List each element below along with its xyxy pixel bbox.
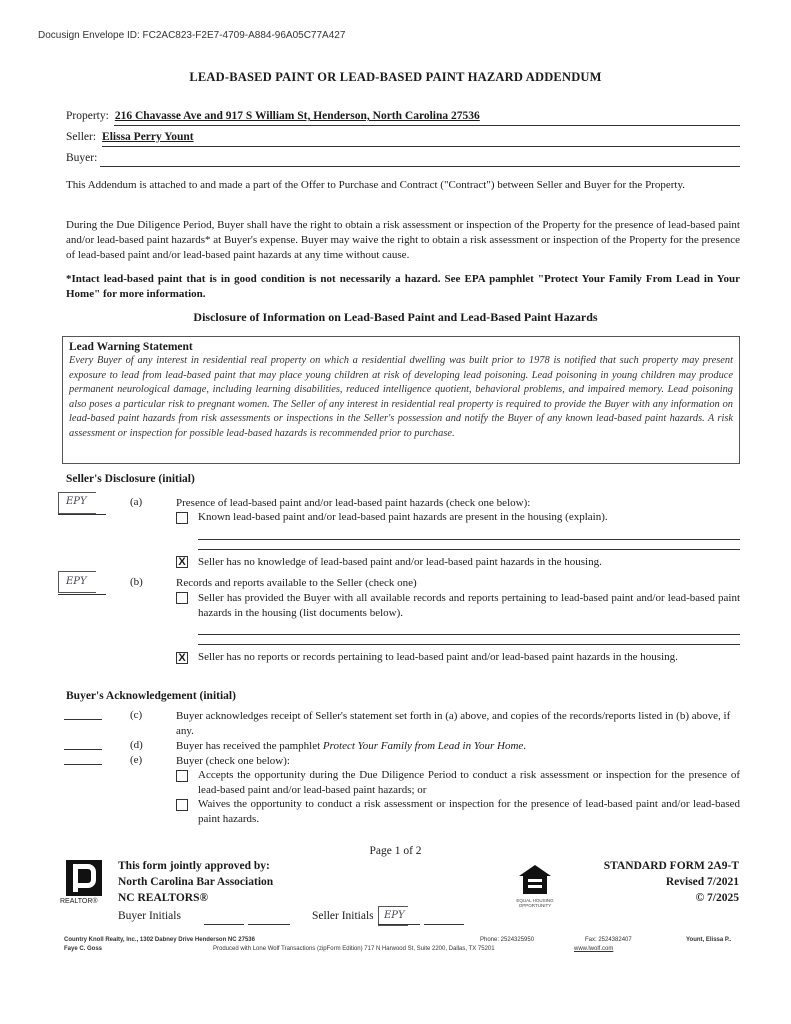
item-d-label: (d) xyxy=(130,739,143,751)
agency-address: Country Knoll Realty, Inc., 1302 Dabney Drive Henderson NC 27536 xyxy=(64,937,255,943)
property-field xyxy=(66,110,480,122)
buyer-initials-label: Buyer Initials xyxy=(118,910,181,922)
buyer-field xyxy=(66,152,103,164)
b-opt1-checkbox[interactable] xyxy=(176,592,188,604)
disclosure-title: Disclosure of Information on Lead-Based Paint and Lead-Based Paint Hazards xyxy=(193,310,598,324)
buyer-initials-line-2[interactable] xyxy=(248,924,290,925)
a-opt2-checkbox[interactable]: X xyxy=(176,556,188,568)
seller-field xyxy=(66,131,194,143)
agent-name: Faye C. Goss xyxy=(64,946,103,952)
initials-line-a xyxy=(58,514,106,515)
item-c-text: Buyer acknowledges receipt of Seller's statement set forth in (a) above, and copies of the records/reports listed in (b) above, if any. xyxy=(176,710,731,737)
item-a-text: Presence of lead-based paint and/or lead-based paint hazards (check one below): xyxy=(176,497,531,509)
copyright-date: © 7/2025 xyxy=(695,892,739,904)
seller-initials-b[interactable]: EPY xyxy=(66,576,87,587)
initials-line-d[interactable] xyxy=(64,749,102,750)
property-label: Property: xyxy=(66,110,109,122)
b-opt1-text: Seller has provided the Buyer with all available records and reports pertaining to lead-based paint and/or lead-based paint hazards in the housing (list documents below). xyxy=(198,592,740,619)
item-b-label: (b) xyxy=(130,576,143,588)
buyer-ack-heading: Buyer's Acknowledgement (initial) xyxy=(66,690,236,702)
b-list-rule xyxy=(198,634,740,635)
seller-initials-a[interactable]: EPY xyxy=(66,496,87,507)
a-opt1-text: Known lead-based paint and/or lead-based paint hazards are present in the housing (explain). xyxy=(198,511,608,523)
page-number: Page 1 of 2 xyxy=(369,845,422,857)
b-opt2-checkbox[interactable]: X xyxy=(176,652,188,664)
item-d-pamphlet: Protect Your Family from Lead in Your Home xyxy=(322,740,524,752)
e-opt1-checkbox[interactable] xyxy=(176,770,188,782)
e-opt2-checkbox[interactable] xyxy=(176,799,188,811)
a-opt2-text: Seller has no knowledge of lead-based paint and/or lead-based paint hazards in the housing. xyxy=(198,556,602,568)
seller-rule xyxy=(102,146,740,147)
buyer-label: Buyer: xyxy=(66,152,98,164)
item-d-text-post: . xyxy=(523,740,527,752)
item-e-label: (e) xyxy=(130,754,143,766)
seller-value[interactable]: Elissa Perry Yount xyxy=(102,131,194,143)
seller-initials-line-2 xyxy=(424,924,464,925)
item-d-text-pre: Buyer has received the pamphlet xyxy=(176,740,323,752)
item-c-label: (c) xyxy=(130,709,143,721)
e-opt1-text: Accepts the opportunity during the Due Diligence Period to conduct a risk assessment or inspection for the presence of lead-based paint and/or lead-based paint hazards; or xyxy=(198,769,740,796)
property-value[interactable]: 216 Chavasse Ave and 917 S William St, Henderson, North Carolina 27536 xyxy=(114,110,480,122)
b-opt2-text: Seller has no reports or records pertaining to lead-based paint and/or lead-based paint hazards in the housing. xyxy=(198,651,678,663)
realtor-logo-icon xyxy=(66,860,102,896)
produced-with: Produced with Lone Wolf Transactions (zipForm Edition) 717 N Harwood St, Suite 2200, Dallas, TX 75201 xyxy=(213,946,495,952)
addendum-paragraph: This Addendum is attached to and made a part of the Offer to Purchase and Contract ("Contract") between Seller and Buyer for the Property. xyxy=(66,179,685,191)
lead-warning-heading: Lead Warning Statement xyxy=(69,341,193,353)
realtor-tag: REALTOR® xyxy=(60,898,98,905)
client-name: Yount, Elissa P.. xyxy=(686,937,732,943)
a-opt1-checkbox[interactable] xyxy=(176,512,188,524)
item-b-text: Records and reports available to the Seller (check one) xyxy=(176,577,417,589)
lead-warning-body: Every Buyer of any interest in residential real property on which a residential dwelling was built prior to 1978 is notified that such property may present exposure to lead from lead-based paint that may place young children at risk of developing lead poisoning. Lead poisoning in young children may produce permanent neurological damage, including learning disabilities, reduced intelligence quotient, behavioral problems, and impaired memory. Lead poisoning also poses a particular risk to pregnant women. The Seller of any interest in residential real property is required to provide the Buyer with any information on lead-based paint hazards from risk assessments or inspections in the Seller's possession and notify the Buyer of any known lead-based paint hazards. A risk assessment or inspection for possible lead-based hazards is recommended prior to purchase. xyxy=(69,355,733,439)
form-title: LEAD-BASED PAINT OR LEAD-BASED PAINT HAZARD ADDENDUM xyxy=(189,70,602,84)
seller-initials-label: Seller Initials xyxy=(312,910,374,922)
agency-fax: Fax: 2524382407 xyxy=(585,937,632,943)
approved-line-2: North Carolina Bar Association xyxy=(118,876,274,888)
approved-line-1: This form jointly approved by: xyxy=(118,860,270,872)
lead-warning-box xyxy=(62,336,740,464)
equal-housing-icon xyxy=(518,864,552,896)
buyer-initials-line-1[interactable] xyxy=(204,924,244,925)
item-a-label: (a) xyxy=(130,496,143,508)
a-explain-rule xyxy=(198,539,740,540)
e-opt2-text: Waives the opportunity to conduct a risk assessment or inspection for the presence of lead-based paint and/or lead-based paint hazards. xyxy=(198,798,740,825)
item-e-text: Buyer (check one below): xyxy=(176,755,290,767)
due-diligence-paragraph: During the Due Diligence Period, Buyer shall have the right to obtain a risk assessment or inspection of the Property for the presence of lead-based paint and/or lead-based paint hazards* at Buyer's expense. Buyer may waive the right to obtain a risk assessment or inspection of the Property for the presence of lead-based paint and/or lead-based paint hazards at any time without cause. xyxy=(66,219,740,261)
item-d-text xyxy=(176,739,526,754)
agency-phone: Phone: 2524325950 xyxy=(480,937,535,943)
initials-line-c[interactable] xyxy=(64,719,102,720)
buyer-rule xyxy=(100,166,740,167)
property-rule xyxy=(114,125,740,126)
approved-line-3: NC REALTORS® xyxy=(118,892,209,904)
equal-housing-text: EQUAL HOUSING OPPORTUNITY xyxy=(516,898,554,908)
seller-initials-footer[interactable]: EPY xyxy=(384,910,405,921)
seller-label: Seller: xyxy=(66,131,97,143)
lwolf-link[interactable]: www.lwolf.com xyxy=(574,946,614,952)
seller-initials-line-1 xyxy=(378,924,420,925)
revised-date: Revised 7/2021 xyxy=(665,876,739,888)
initials-line-b xyxy=(58,594,106,595)
standard-form-number: STANDARD FORM 2A9-T xyxy=(603,860,739,872)
b-list-rule-2 xyxy=(198,644,740,645)
envelope-id: Docusign Envelope ID: FC2AC823-F2E7-4709-A884-96A05C77A427 xyxy=(38,30,346,41)
seller-disclosure-heading: Seller's Disclosure (initial) xyxy=(66,473,195,485)
intact-paint-note: *Intact lead-based paint that is in good condition is not necessarily a hazard. See EPA pamphlet "Protect Your Family From Lead in Your Home" for more information. xyxy=(66,273,740,300)
a-explain-rule-2 xyxy=(198,549,740,550)
initials-line-e[interactable] xyxy=(64,764,102,765)
